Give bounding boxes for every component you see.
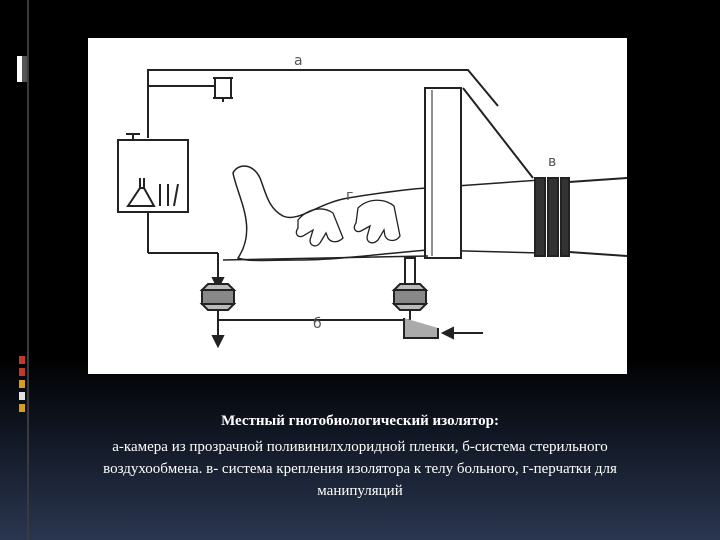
- chamber-wall: [425, 88, 461, 258]
- label-a: а: [294, 53, 303, 69]
- caption-body: а-камера из прозрачной поливинилхлоридной пленки, б-система стерильного воздухообмена. в- система крепления изолятора к телу больного, г-перчатки для манипуляций: [103, 439, 617, 499]
- caption-title: Местный гнотобиологический изолятор:: [221, 413, 499, 429]
- chamber-box: [118, 140, 188, 212]
- stripe-yellow-2: [19, 404, 25, 412]
- stripe-white-1: [19, 392, 25, 400]
- label-v: в: [548, 154, 557, 170]
- cuff-ring-2: [548, 178, 558, 256]
- cuff-ring-1: [535, 178, 545, 256]
- valve-left: [202, 290, 234, 304]
- isolator-diagram: [88, 38, 627, 374]
- label-b: б: [313, 316, 322, 332]
- cuff-ring-3: [561, 178, 569, 256]
- top-accent-bar: [17, 56, 22, 82]
- glove-left: [296, 209, 343, 246]
- strap-line: [463, 88, 533, 178]
- caption: [90, 410, 630, 502]
- isolator-figure: [88, 38, 627, 374]
- valve-right: [394, 290, 426, 304]
- stripe-red-2: [19, 368, 25, 376]
- glove-right: [354, 200, 400, 243]
- left-rail: [27, 0, 29, 540]
- label-g: г: [346, 188, 354, 204]
- leg-outline: [233, 166, 428, 260]
- top-accent-block: [22, 56, 27, 82]
- stripe-yellow-1: [19, 380, 25, 388]
- stripe-red-1: [19, 356, 25, 364]
